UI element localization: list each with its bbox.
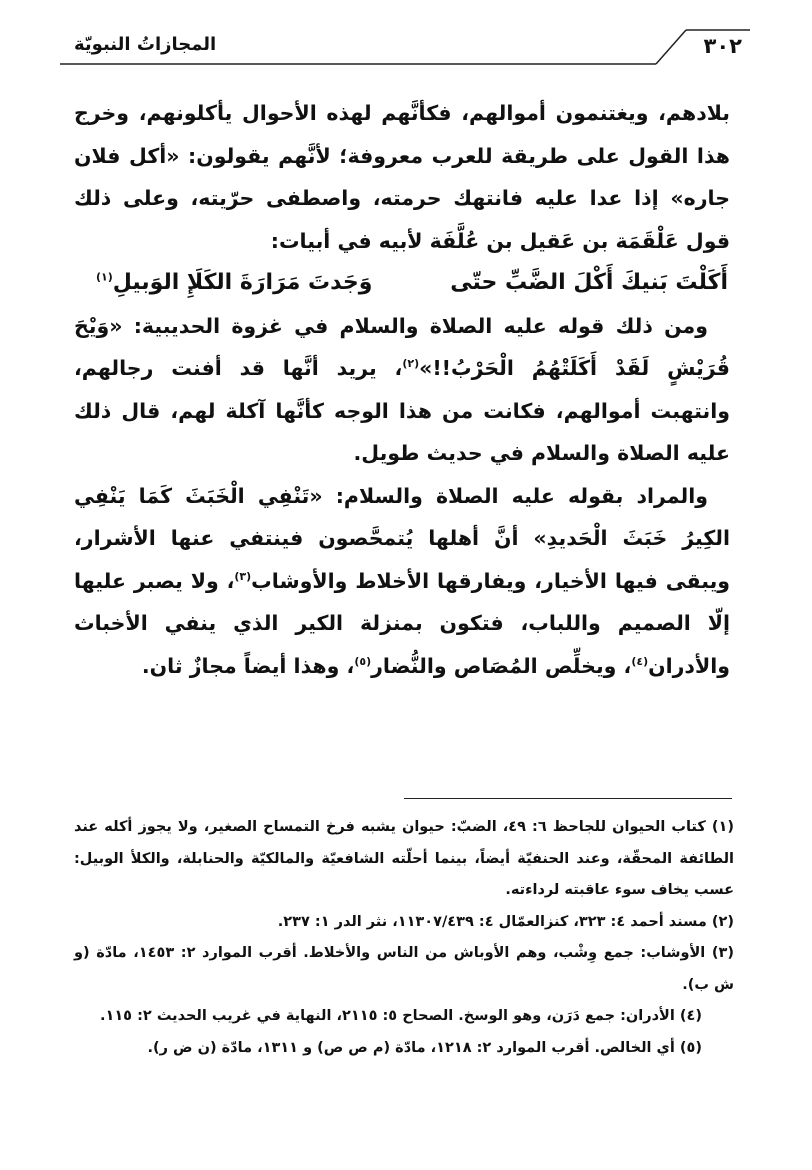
- main-text: [74, 92, 730, 687]
- footnote-2: (٢) مسند أحمد ٤: ٣٢٣، كنزالعمّال ٤: ١١٣٠٧/٤٣٩، نثر الدر ١: ٢٣٧.: [277, 913, 734, 930]
- page-number: ٣٠٢: [703, 34, 742, 58]
- paragraph-2: ومن ذلك قوله عليه الصلاة والسلام في غزوة الحديبية: «وَيْحَ قُرَيْشٍ لَقَدْ أَكَلَتْهُمُ الْحَرْبُ!!»$^{(٢)}$، يريد أنَّها قد أفنت رجالهم، وانتهبت أموالهم، فكانت من هذا الوجه كأنَّها آكلة لهم، قال ذلك عليه الصلاة والسلام في حديث طويل.: [74, 313, 730, 465]
- verse-second-hemistich: وَجَدتَ مَرَارَةَ الكَلَإِ الوَبيلِ$^{(١)}$: [96, 270, 373, 295]
- footnotes: [74, 812, 734, 1064]
- footnote-ref: (١): [96, 270, 113, 284]
- running-title: المجازاتُ النبويّة: [74, 34, 217, 55]
- footnote-1: (١) كتاب الحيوان للجاحظ ٦: ٤٩، الضبّ: حيوان يشبه فرخ التمساح الصغير، ولا يجوز أكله عند الطائفة المحقّة، وعند الحنفيّة أيضاً، بينما أحلّته الشافعيّة والمالكيّة والحنابلة، والكلأ الوبيل: عسب يخاف سوء عاقبته لرداءته.: [74, 819, 734, 898]
- footnote-ref: (٢): [402, 357, 420, 371]
- verse-first-hemistich: أَكَلْتَ بَنيكَ أَكْلَ الضَّبِّ حتّى: [450, 270, 728, 295]
- footnote-ref: (٥): [354, 654, 372, 668]
- footnote-5: (٥) أي الخالص. أقرب الموارد ٢: ١٢١٨، مادّة (م ص ص) و ١٣١١، مادّة (ن ض ر).: [147, 1039, 702, 1056]
- footnote-3: (٣) الأوشاب: جمع وِشْب، وهم الأوباش من الناس والأخلاط. أقرب الموارد ٢: ١٤٥٣، مادّة (و ش ب).: [74, 945, 734, 993]
- paragraph-3: والمراد بقوله عليه الصلاة والسلام: «تَنْفِي الْخَبَثَ كَمَا يَنْفِي الكِيرُ خَبَثَ الْحَديدِ» أنَّ أهلها يُتمحَّصون فينتفي عنها الأشرار، ويبقى فيها الأخيار، ويفارقها الأخلاط والأوشاب$^{(٣)}$، ولا يصبر عليها إلّا الصميم واللباب، فتكون بمنزلة الكير الذي ينفي الأخباث والأدران$^{(٤)}$، ويخلِّص المُصَاص والنُّضار$^{(٥)}$، وهذا أيضاً مجازٌ ثان.: [74, 483, 731, 678]
- footnote-4: (٤) الأدران: جمع دَرَن، وهو الوسخ. الصحاح ٥: ٢١١٥، النهاية في غريب الحديث ٢: ١١٥.: [99, 1008, 702, 1024]
- page-header: [60, 22, 750, 66]
- poem-verse: [74, 262, 730, 305]
- footnote-ref: (٤): [631, 654, 649, 668]
- footnote-ref: (٣): [234, 569, 252, 583]
- paragraph-1: بلادهم، ويغتنمون أموالهم، فكأنَّهم لهذه الأحوال يأكلونهم، وخرج هذا القول على طريقة للعرب معروفة؛ لأنَّهم يقولون: «أكل فلان جاره» إذا عدا عليه فانتهك حرمته، واصطفى حرّيته، وعلى ذلك قول عَلْقَمَة بن عَقيل بن عُلَّفَة لأبيه في أبيات:: [74, 101, 730, 253]
- footnote-separator: [404, 798, 732, 799]
